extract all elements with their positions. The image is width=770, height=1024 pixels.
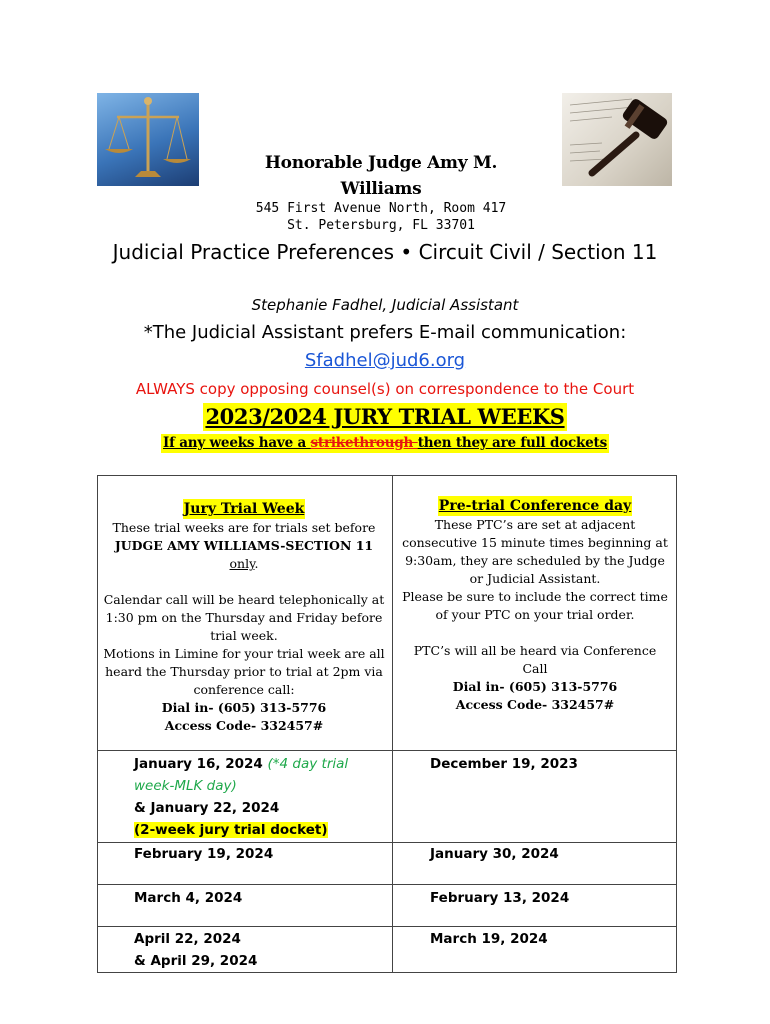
left-line1: These trial weeks are for trials set before bbox=[112, 520, 376, 535]
right-para3: PTC’s will all be heard via Conference Call bbox=[413, 643, 657, 676]
ptc-date: January 30, 2024 bbox=[430, 846, 559, 862]
right-access-code: Access Code- 332457# bbox=[455, 697, 615, 712]
assistant-name: Stephanie Fadhel, Judicial Assistant bbox=[251, 296, 519, 314]
ptc-date: December 19, 2023 bbox=[430, 756, 578, 772]
table-row bbox=[134, 928, 257, 972]
strike-note-post: then they are full dockets bbox=[417, 435, 607, 451]
pretrial-conference-cell bbox=[400, 496, 670, 714]
trial-date: March 4, 2024 bbox=[134, 890, 243, 906]
table-column-divider bbox=[392, 475, 393, 973]
left-line2-only: only bbox=[229, 556, 255, 571]
table-divider-3 bbox=[97, 884, 677, 885]
ptc-date: March 19, 2024 bbox=[430, 931, 548, 947]
left-para3: Motions in Limine for your trial week are all heard the Thursday prior to trial at 2pm via conference call: bbox=[103, 646, 385, 697]
practice-title: Judicial Practice Preferences • Circuit Civil / Section 11 bbox=[112, 240, 658, 264]
address bbox=[200, 200, 562, 234]
jury-trial-week-cell bbox=[100, 499, 388, 735]
gavel-image bbox=[562, 93, 672, 186]
trial-note: (*4 day trial week-MLK day) bbox=[134, 756, 349, 794]
right-para2: Please be sure to include the correct time of your PTC on your trial order. bbox=[402, 589, 668, 622]
judge-name bbox=[200, 150, 562, 202]
always-copy-note: ALWAYS copy opposing counsel(s) on correspondence to the Court bbox=[135, 380, 635, 398]
email-note: *The Judicial Assistant prefers E-mail communication: bbox=[143, 322, 627, 343]
strike-note bbox=[161, 434, 609, 453]
jury-trial-week-header: Jury Trial Week bbox=[183, 501, 305, 517]
scales-of-justice-icon bbox=[97, 93, 199, 186]
trial-date: January 16, 2024 bbox=[134, 756, 263, 772]
strike-note-wrap bbox=[0, 434, 770, 453]
left-line2 bbox=[100, 537, 388, 573]
left-line2-bold: JUDGE AMY WILLIAMS-SECTION 11 bbox=[114, 538, 374, 553]
left-dial-in: Dial in- (605) 313-5776 bbox=[161, 700, 327, 715]
strike-note-strike: strikethrough bbox=[310, 435, 418, 451]
ptc-date: February 13, 2024 bbox=[430, 890, 570, 906]
trial-date: April 22, 2024 bbox=[134, 931, 241, 947]
jury-title-wrap bbox=[0, 403, 770, 431]
left-para2: Calendar call will be heard telephonically at 1:30 pm on the Thursday and Friday before trial week. bbox=[103, 592, 385, 643]
left-access-code: Access Code- 332457# bbox=[164, 718, 324, 733]
address-line1: 545 First Avenue North, Room 417 bbox=[255, 201, 507, 216]
trial-date-second: & April 29, 2024 bbox=[134, 953, 258, 969]
right-para1: These PTC’s are set at adjacent consecutive 15 minute times beginning at 9:30am, they are scheduled by the Judge or Judicial Assistant. bbox=[402, 517, 668, 586]
strike-note-pre: If any weeks have a bbox=[162, 435, 311, 451]
jury-title: 2023/2024 JURY TRIAL WEEKS bbox=[205, 404, 565, 429]
judge-name-line2: Williams bbox=[340, 179, 422, 199]
table-row bbox=[134, 753, 384, 841]
right-dial-in: Dial in- (605) 313-5776 bbox=[452, 679, 618, 694]
pretrial-conference-header: Pre-trial Conference day bbox=[438, 498, 632, 514]
table-divider-4 bbox=[97, 926, 677, 927]
gavel-icon bbox=[562, 93, 672, 186]
table-divider-1 bbox=[97, 750, 677, 751]
trial-date-second: & January 22, 2024 bbox=[134, 800, 280, 816]
address-line2: St. Petersburg, FL 33701 bbox=[287, 218, 475, 233]
left-line2-end: . bbox=[254, 556, 259, 571]
trial-docket-note: (2-week jury trial docket) bbox=[134, 822, 328, 838]
trial-date: February 19, 2024 bbox=[134, 846, 274, 862]
scales-of-justice-image bbox=[97, 93, 199, 186]
email-link[interactable]: Sfadhel@jud6.org bbox=[304, 350, 466, 371]
judge-name-line1: Honorable Judge Amy M. bbox=[264, 153, 498, 173]
